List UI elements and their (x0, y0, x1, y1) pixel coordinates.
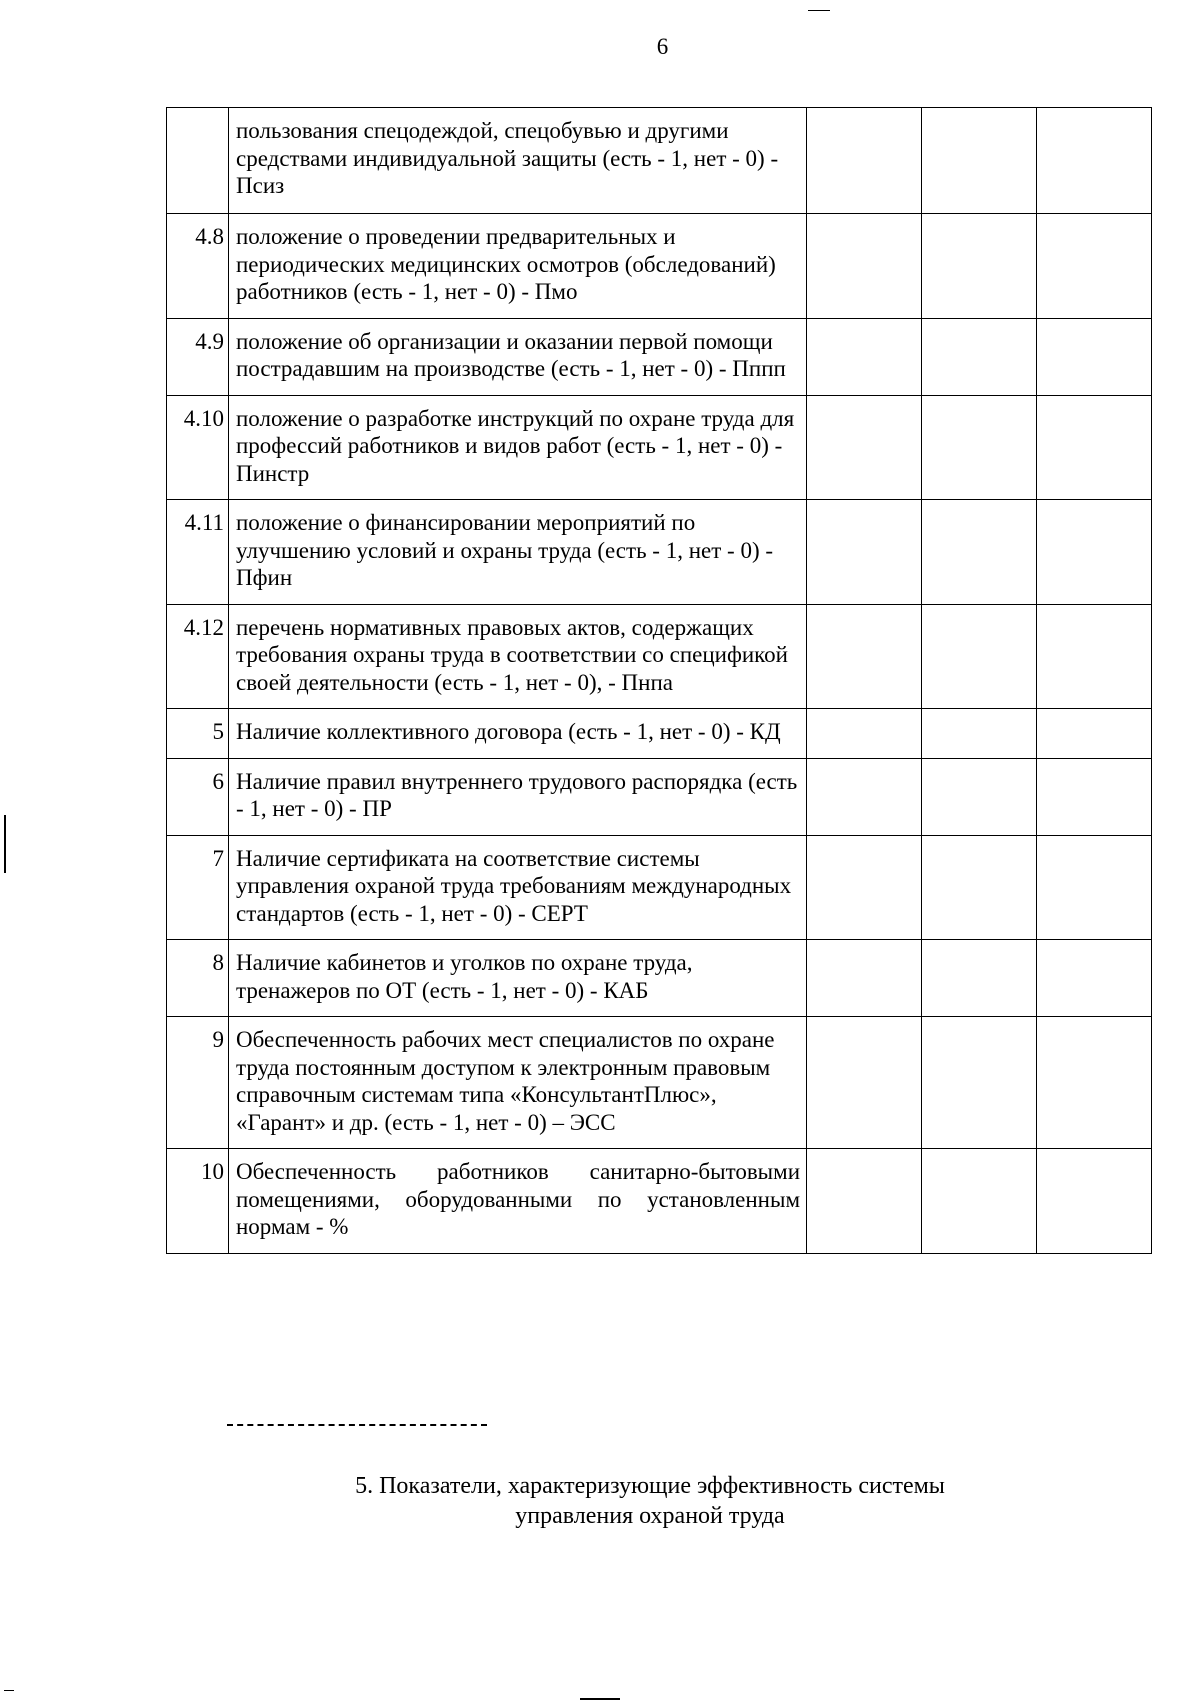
value-cell[interactable] (807, 500, 922, 605)
value-cell[interactable] (922, 604, 1037, 709)
table-row (167, 500, 1152, 605)
row-number: 5 (167, 709, 229, 759)
row-description: Обеспеченность рабочих мест специалистов по охране труда постоянным доступом к электронным правовым справочным системам типа «КонсультантПлюс», «Гарант» и др. (есть - 1, нет - 0) – ЭСС (229, 1017, 807, 1149)
row-description: перечень нормативных правовых актов, содержащих требования охраны труда в соответствии со спецификой своей деятельности (есть - 1, нет - 0), - Пнпа (229, 604, 807, 709)
row-description: положение о финансировании мероприятий по улучшению условий и охраны труда (есть - 1, нет - 0) - Пфин (229, 500, 807, 605)
value-cell[interactable] (807, 108, 922, 214)
value-cell[interactable] (1037, 500, 1152, 605)
value-cell[interactable] (922, 500, 1037, 605)
value-cell[interactable] (807, 604, 922, 709)
value-cell[interactable] (922, 1017, 1037, 1149)
value-cell[interactable] (922, 709, 1037, 759)
row-number: 4.10 (167, 395, 229, 500)
value-cell[interactable] (1037, 1017, 1152, 1149)
value-cell[interactable] (807, 214, 922, 319)
row-description: положение о проведении предварительных и периодических медицинских осмотров (обследований) работников (есть - 1, нет - 0) - Пмо (229, 214, 807, 319)
row-number: 10 (167, 1149, 229, 1254)
table-row (167, 1149, 1152, 1254)
value-cell[interactable] (1037, 604, 1152, 709)
value-cell[interactable] (1037, 709, 1152, 759)
row-number: 4.8 (167, 214, 229, 319)
value-cell[interactable] (922, 318, 1037, 395)
row-number: 9 (167, 1017, 229, 1149)
scan-mark (4, 815, 6, 873)
value-cell[interactable] (1037, 214, 1152, 319)
row-description: Наличие коллективного договора (есть - 1, нет - 0) - КД (229, 709, 807, 759)
table-row (167, 108, 1152, 214)
value-cell[interactable] (1037, 108, 1152, 214)
row-number: 4.12 (167, 604, 229, 709)
value-cell[interactable] (1037, 395, 1152, 500)
value-cell[interactable] (807, 940, 922, 1017)
table-row (167, 758, 1152, 835)
value-cell[interactable] (922, 1149, 1037, 1254)
value-cell[interactable] (1037, 318, 1152, 395)
page-number: 6 (656, 34, 669, 59)
table-row (167, 709, 1152, 759)
footnote-separator (227, 1424, 487, 1426)
table-row (167, 318, 1152, 395)
value-cell[interactable] (807, 318, 922, 395)
row-description: Наличие кабинетов и уголков по охране труда, тренажеров по ОТ (есть - 1, нет - 0) - КАБ (229, 940, 807, 1017)
value-cell[interactable] (807, 758, 922, 835)
value-cell[interactable] (1037, 1149, 1152, 1254)
row-description: Наличие сертификата на соответствие системы управления охраной труда требованиям международных стандартов (есть - 1, нет - 0) - СЕРТ (229, 835, 807, 940)
table-row (167, 940, 1152, 1017)
value-cell[interactable] (1037, 940, 1152, 1017)
value-cell[interactable] (1037, 758, 1152, 835)
value-cell[interactable] (807, 1149, 922, 1254)
row-number: 7 (167, 835, 229, 940)
scan-mark (4, 1690, 14, 1691)
value-cell[interactable] (922, 395, 1037, 500)
value-cell[interactable] (922, 835, 1037, 940)
row-number: 4.9 (167, 318, 229, 395)
value-cell[interactable] (807, 835, 922, 940)
indicators-table (166, 107, 1152, 1254)
row-description: положение об организации и оказании первой помощи пострадавшим на производстве (есть - 1, нет - 0) - Пппп (229, 318, 807, 395)
table-row (167, 1017, 1152, 1149)
section-title: 5. Показатели, характеризующие эффективность системы управления охраной труда (355, 1473, 945, 1529)
row-description: пользования спецодеждой, спецобувью и другими средствами индивидуальной защиты (есть - 1, нет - 0) - Псиз (229, 108, 807, 214)
value-cell[interactable] (807, 1017, 922, 1149)
value-cell[interactable] (807, 395, 922, 500)
row-number (167, 108, 229, 214)
row-description: Наличие правил внутреннего трудового распорядка (есть - 1, нет - 0) - ПР (229, 758, 807, 835)
table-row (167, 835, 1152, 940)
row-description: Обеспеченность работников санитарно-бытовыми помещениями, оборудованными по установленным нормам - % (229, 1149, 807, 1254)
value-cell[interactable] (1037, 835, 1152, 940)
value-cell[interactable] (922, 214, 1037, 319)
scan-mark (580, 1698, 620, 1700)
value-cell[interactable] (922, 108, 1037, 214)
row-number: 4.11 (167, 500, 229, 605)
row-number: 6 (167, 758, 229, 835)
table-row (167, 214, 1152, 319)
table-row (167, 604, 1152, 709)
table-row (167, 395, 1152, 500)
value-cell[interactable] (922, 940, 1037, 1017)
row-description: положение о разработке инструкций по охране труда для профессий работников и видов работ (есть - 1, нет - 0) - Пинстр (229, 395, 807, 500)
scan-mark (808, 10, 830, 11)
value-cell[interactable] (922, 758, 1037, 835)
value-cell[interactable] (807, 709, 922, 759)
row-number: 8 (167, 940, 229, 1017)
